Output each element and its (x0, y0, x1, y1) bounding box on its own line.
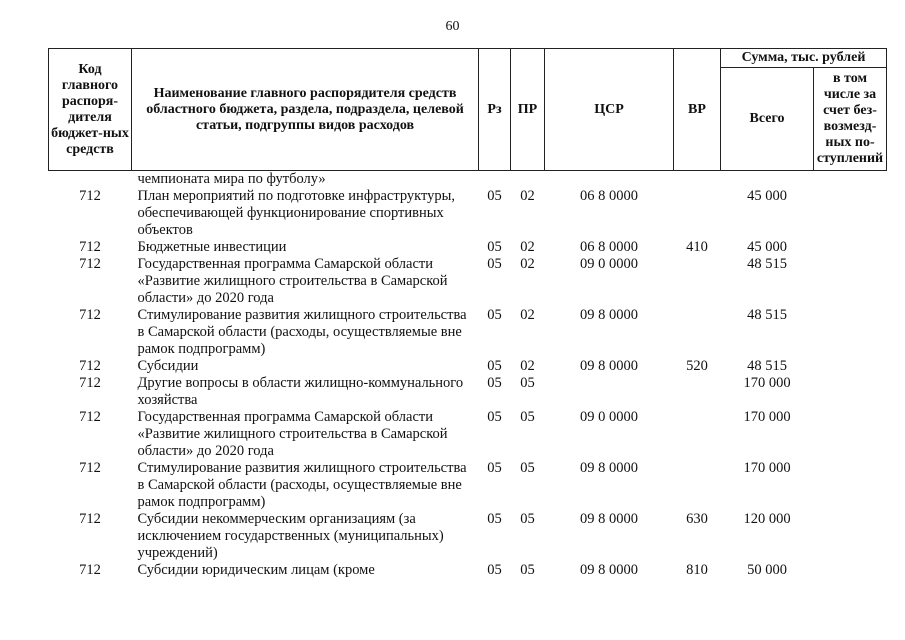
header-total: Всего (721, 68, 814, 171)
cell-code: 712 (79, 375, 101, 391)
cell-total: 120 000 (743, 511, 791, 527)
cell-csr: 09 8 0000 (580, 460, 638, 476)
cell-vr: 810 (686, 562, 708, 578)
header-free: в том числе за счет без-возмезд-ных по-ступлений (814, 68, 887, 171)
table-row (49, 171, 887, 189)
header-csr: ЦСР (545, 49, 674, 171)
cell-rz: 05 (487, 460, 502, 476)
cell-free (814, 562, 887, 579)
cell-total: 48 515 (747, 307, 787, 323)
cell-name: Государственная программа Самарской области «Развитие жилищного строительства в Самарской области» до 2020 года (137, 409, 448, 459)
table-row (49, 409, 887, 460)
cell-rz: 05 (487, 256, 502, 272)
cell-pr (511, 171, 545, 189)
cell-code: 712 (79, 562, 101, 578)
cell-free (814, 188, 887, 239)
cell-free (814, 256, 887, 307)
cell-csr: 09 0 0000 (580, 256, 638, 272)
cell-name: Стимулирование развития жилищного строительства в Самарской области (расходы, осуществляемые вне рамок подпрограмм) (137, 307, 467, 357)
budget-table (48, 48, 887, 579)
cell-total: 170 000 (743, 375, 791, 391)
cell-code: 712 (79, 409, 101, 425)
cell-rz: 05 (487, 511, 502, 527)
cell-rz (479, 171, 511, 189)
header-sum-group: Сумма, тыс. рублей (721, 49, 887, 68)
table-row (49, 358, 887, 375)
cell-total: 170 000 (743, 460, 791, 476)
cell-name: Субсидии юридическим лицам (кроме (137, 562, 375, 578)
cell-code: 712 (79, 239, 101, 255)
cell-total: 170 000 (743, 409, 791, 425)
cell-total (721, 171, 814, 189)
table-row (49, 256, 887, 307)
cell-code: 712 (79, 188, 101, 204)
cell-pr: 05 (520, 460, 535, 476)
cell-rz: 05 (487, 239, 502, 255)
cell-code: 712 (79, 358, 101, 374)
cell-vr (674, 307, 721, 358)
cell-name: Стимулирование развития жилищного строительства в Самарской области (расходы, осуществляемые вне рамок подпрограмм) (137, 460, 467, 510)
cell-rz: 05 (487, 409, 502, 425)
cell-vr (674, 460, 721, 511)
cell-csr: 09 8 0000 (580, 358, 638, 374)
cell-free (814, 409, 887, 460)
cell-csr: 09 0 0000 (580, 409, 638, 425)
cell-csr: 06 8 0000 (580, 239, 638, 255)
cell-name: План мероприятий по подготовке инфраструктуры, обеспечивающей функционирование спортивных объектов (137, 188, 456, 238)
cell-pr: 05 (520, 562, 535, 578)
cell-code: 712 (79, 460, 101, 476)
cell-pr: 02 (520, 256, 535, 272)
cell-code: 712 (79, 511, 101, 527)
header-pr: ПР (511, 49, 545, 171)
cell-csr: 06 8 0000 (580, 188, 638, 204)
cell-total: 50 000 (747, 562, 787, 578)
cell-total: 45 000 (747, 239, 787, 255)
cell-total: 48 515 (747, 358, 787, 374)
cell-vr (674, 188, 721, 239)
cell-csr: 09 8 0000 (580, 562, 638, 578)
cell-csr: 09 8 0000 (580, 511, 638, 527)
table-row (49, 511, 887, 562)
cell-vr: 410 (686, 239, 708, 255)
cell-rz: 05 (487, 188, 502, 204)
cell-name: Субсидии (137, 358, 199, 374)
cell-free (814, 358, 887, 375)
cell-name: чемпионата мира по футболу» (137, 171, 326, 187)
cell-pr: 05 (520, 375, 535, 391)
cell-pr: 02 (520, 239, 535, 255)
cell-code (49, 171, 132, 189)
cell-csr (545, 171, 674, 189)
cell-total: 48 515 (747, 256, 787, 272)
cell-vr (674, 409, 721, 460)
table-body (49, 171, 887, 580)
cell-csr: 09 8 0000 (580, 307, 638, 323)
cell-total: 45 000 (747, 188, 787, 204)
cell-vr (674, 375, 721, 409)
cell-name: Государственная программа Самарской области «Развитие жилищного строительства в Самарской области» до 2020 года (137, 256, 448, 306)
table-row (49, 562, 887, 579)
cell-rz: 05 (487, 375, 502, 391)
cell-free (814, 375, 887, 409)
cell-name: Другие вопросы в области жилищно-коммунального хозяйства (137, 375, 464, 408)
table-row (49, 307, 887, 358)
table-row (49, 239, 887, 256)
cell-pr: 02 (520, 358, 535, 374)
cell-pr: 02 (520, 307, 535, 323)
cell-pr: 05 (520, 409, 535, 425)
header-name: Наименование главного распорядителя средств областного бюджета, раздела, подраздела, целевой статьи, подгруппы видов расходов (132, 49, 479, 171)
table-row (49, 460, 887, 511)
cell-pr: 02 (520, 188, 535, 204)
cell-vr: 630 (686, 511, 708, 527)
table-row (49, 188, 887, 239)
header-rz: Рз (479, 49, 511, 171)
header-code: Код главного распоря-дителя бюджет-ных средств (49, 49, 132, 171)
cell-rz: 05 (487, 307, 502, 323)
table-row (49, 375, 887, 409)
cell-free (814, 511, 887, 562)
cell-vr (674, 171, 721, 189)
cell-csr (545, 375, 674, 409)
cell-rz: 05 (487, 358, 502, 374)
cell-code: 712 (79, 307, 101, 323)
header-vr: ВР (674, 49, 721, 171)
cell-free (814, 460, 887, 511)
cell-name: Субсидии некоммерческим организациям (за исключением государственных (муниципальных) учреждений) (137, 511, 444, 561)
cell-pr: 05 (520, 511, 535, 527)
cell-free (814, 307, 887, 358)
cell-vr: 520 (686, 358, 708, 374)
cell-rz: 05 (487, 562, 502, 578)
cell-name: Бюджетные инвестиции (137, 239, 287, 255)
cell-code: 712 (79, 256, 101, 272)
cell-free (814, 171, 887, 189)
cell-free (814, 239, 887, 256)
page-number: 60 (445, 19, 460, 34)
table-header (49, 49, 887, 171)
cell-vr (674, 256, 721, 307)
